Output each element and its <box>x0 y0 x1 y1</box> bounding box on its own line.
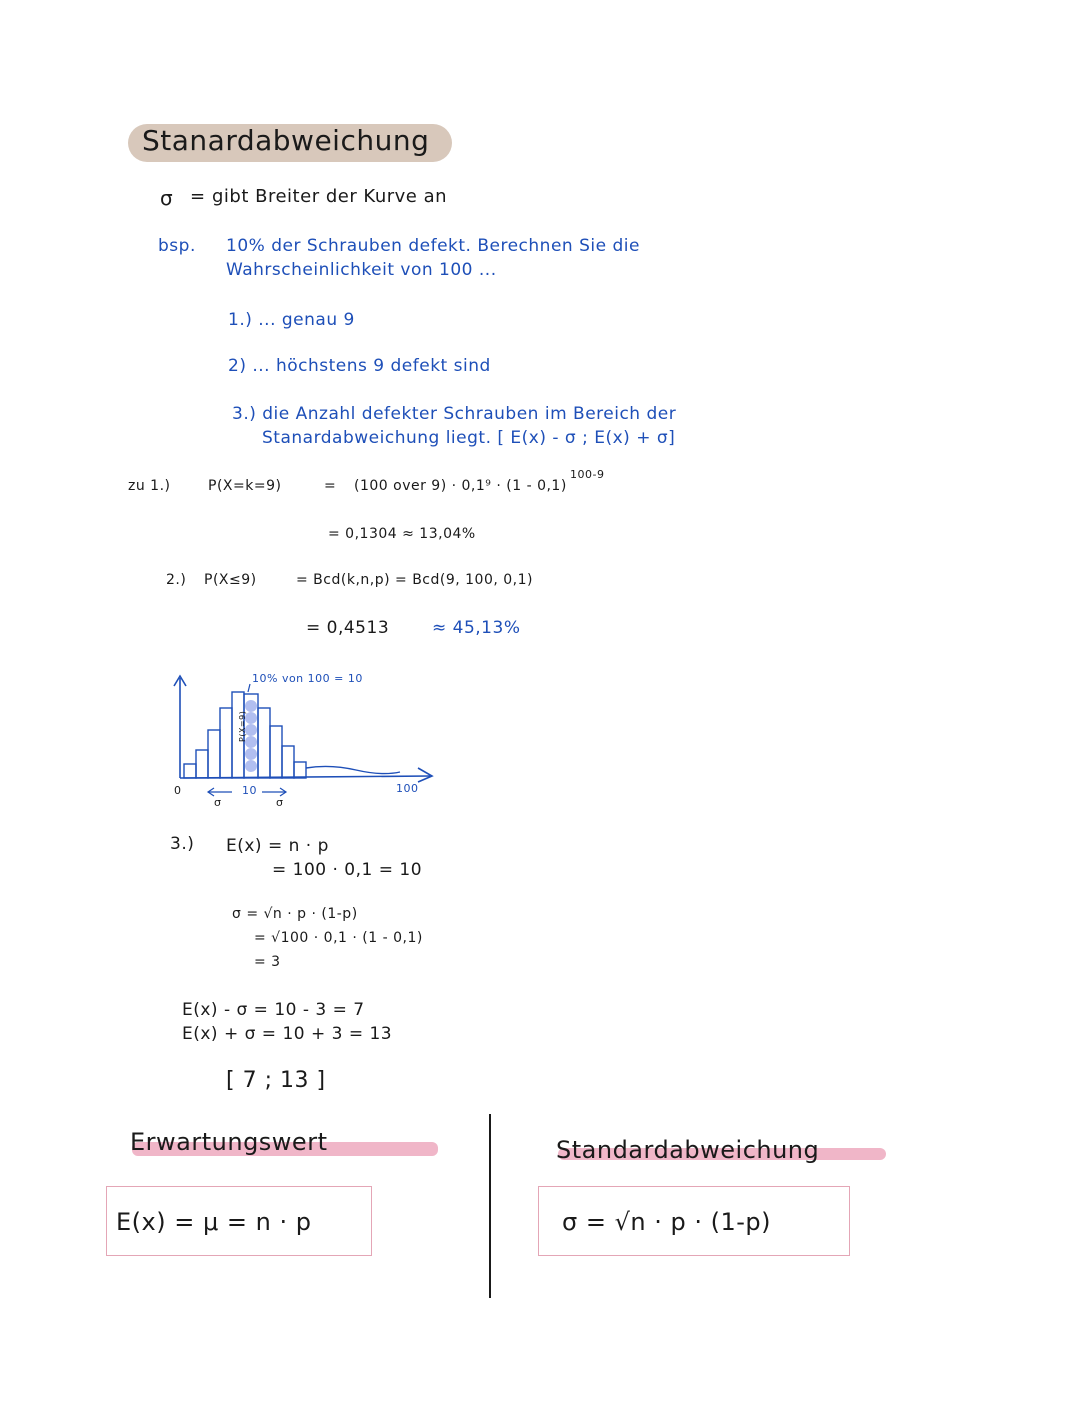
solution-2-label: 2.) <box>166 572 187 588</box>
solution-3-label: 3.) <box>170 834 195 854</box>
example-label: bsp. <box>158 236 196 256</box>
solution-2-result: = 0,4513 <box>306 618 390 638</box>
solution-1-expr: P(X=k=9) <box>208 478 282 494</box>
expectation-summary-formula: E(x) = μ = n · p <box>116 1208 312 1236</box>
solution-1-label: zu 1.) <box>128 478 171 494</box>
page-title: Stanardabweichung <box>142 124 430 157</box>
sigma-formula: σ = √n · p · (1-p) <box>232 906 358 922</box>
expectation-formula: E(x) = n · p <box>226 836 329 856</box>
sketch-bar-label: P(X=9) <box>238 710 247 742</box>
sketch-center: 10 <box>242 784 257 797</box>
question-3-line-2: Stanardabweichung liegt. [ E(x) - σ ; E(x) + σ] <box>262 428 676 448</box>
solution-1-exponent: 100-9 <box>570 468 605 481</box>
interval-upper: E(x) + σ = 10 + 3 = 13 <box>182 1024 393 1044</box>
solution-1-result: = 0,1304 ≈ 13,04% <box>328 526 476 542</box>
sigma-substitution: = √100 · 0,1 · (1 - 0,1) <box>254 930 423 946</box>
sigma-symbol: σ <box>160 186 174 210</box>
example-line-2: Wahrscheinlichkeit von 100 ... <box>226 260 497 280</box>
question-3-line-1: 3.) die Anzahl defekter Schrauben im Bereich der <box>232 404 677 424</box>
solution-1-binomial: (100 over 9) · 0,1⁹ · (1 - 0,1) <box>354 478 567 494</box>
solution-2-bcd: = Bcd(k,n,p) = Bcd(9, 100, 0,1) <box>296 572 533 588</box>
summary-divider <box>489 1114 491 1298</box>
interval-lower: E(x) - σ = 10 - 3 = 7 <box>182 1000 365 1020</box>
sketch-annotation: 10% von 100 = 10 <box>252 672 363 685</box>
interval-result: [ 7 ; 13 ] <box>226 1068 326 1093</box>
std-deviation-title: Standardabweichung <box>556 1136 820 1164</box>
solution-2-percent: ≈ 45,13% <box>432 618 521 638</box>
solution-2-expr: P(X≤9) <box>204 572 257 588</box>
sketch-sigma-right: σ <box>276 796 284 809</box>
definition-eq: = <box>190 186 206 207</box>
sketch-end: 100 <box>396 782 419 795</box>
sketch-sigma-left: σ <box>214 796 222 809</box>
sigma-value: = 3 <box>254 954 281 970</box>
question-2: 2) ... höchstens 9 defekt sind <box>228 356 491 376</box>
std-deviation-summary-formula: σ = √n · p · (1-p) <box>562 1208 771 1236</box>
expectation-title: Erwartungswert <box>130 1128 328 1156</box>
question-1: 1.) ... genau 9 <box>228 310 355 330</box>
example-line-1: 10% der Schrauben defekt. Berechnen Sie die <box>226 236 640 256</box>
definition-text: gibt Breiter der Kurve an <box>212 186 448 207</box>
expectation-value: = 100 · 0,1 = 10 <box>272 860 423 880</box>
sketch-origin: 0 <box>174 784 182 797</box>
solution-1-eq: = <box>324 478 337 494</box>
